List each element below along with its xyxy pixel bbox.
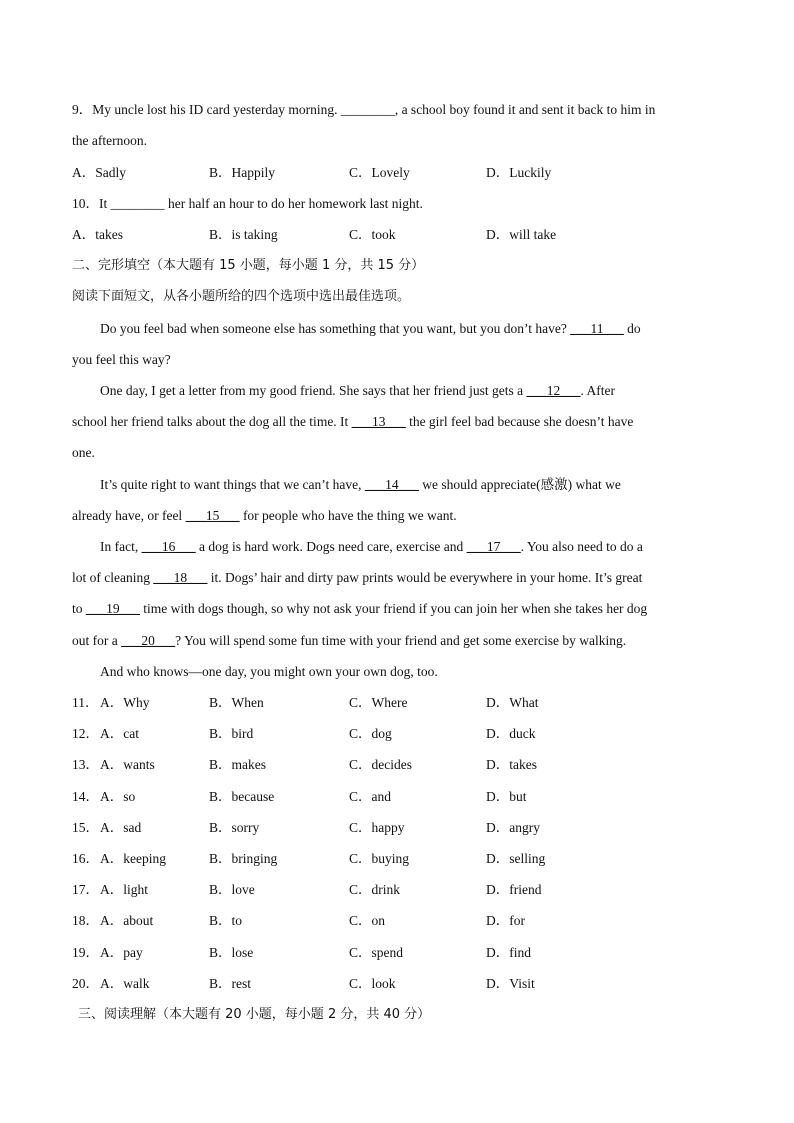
option-d: D．Visit (486, 976, 535, 991)
question-9-text-continued: the afternoon. (72, 133, 147, 148)
passage-text: a dog is hard work. Dogs need care, exercise and (195, 539, 467, 554)
option-a: A．keeping (100, 851, 166, 866)
section-2-instruction: 阅读下面短文，从各小题所给的四个选项中选出最佳选项。 (72, 289, 411, 304)
option-d: D．Luckily (486, 165, 552, 180)
option-d: D．What (486, 695, 539, 710)
option-c: C．dog (349, 726, 392, 741)
option-b: B．sorry (209, 820, 260, 835)
passage-line: you feel this way? (72, 352, 171, 367)
option-b: B．because (209, 789, 275, 804)
passage-line (72, 632, 626, 650)
passage-text: the girl feel bad because she doesn’t have (405, 414, 634, 429)
passage-text: for people who have the thing we want. (239, 508, 457, 523)
passage-line (72, 569, 642, 587)
cloze-question-row (72, 944, 692, 962)
passage-line: And who knows—one day, you might own your own dog, too. (100, 664, 438, 679)
option-a: A．walk (100, 976, 150, 991)
option-a: A．wants (100, 757, 155, 772)
option-b: B．Happily (209, 165, 275, 180)
passage-line (100, 538, 643, 556)
passage-line: one. (72, 445, 95, 460)
passage-text: do (623, 321, 641, 336)
blank-11: ___11___ (570, 321, 624, 336)
passage-text: to (72, 601, 86, 616)
cloze-question-row (72, 881, 692, 899)
option-c: C．drink (349, 882, 401, 897)
passage-text: In fact, (100, 539, 142, 554)
question-number: 18． (72, 913, 99, 928)
passage-text: . After (580, 383, 616, 398)
question-number: 19． (72, 945, 99, 960)
passage-text: One day, I get a letter from my good friend. She says that her friend just gets a (100, 383, 527, 398)
option-b: B．is taking (209, 227, 278, 242)
option-b: B．love (209, 882, 255, 897)
blank-14: ___14___ (364, 477, 419, 492)
passage-line (100, 320, 641, 338)
passage-text: out for a (72, 633, 122, 648)
passage-line (100, 382, 615, 400)
passage-line (100, 476, 621, 494)
passage-text: lot of cleaning (72, 570, 154, 585)
option-d: D．duck (486, 726, 536, 741)
option-a: A．light (100, 882, 149, 897)
option-d: D．for (486, 913, 525, 928)
passage-text: we should appreciate(感激) what we (418, 477, 621, 492)
question-number: 14． (72, 789, 99, 804)
cloze-question-row (72, 725, 692, 743)
option-c: C．took (349, 227, 396, 242)
option-c: C．happy (349, 820, 405, 835)
cloze-question-row (72, 819, 692, 837)
passage-text: already have, or feel (72, 508, 186, 523)
option-d: D．will take (486, 227, 557, 242)
option-b: B．lose (209, 945, 254, 960)
question-number: 20． (72, 976, 99, 991)
option-a: A．about (100, 913, 154, 928)
option-c: C．Lovely (349, 165, 410, 180)
cloze-question-row (72, 912, 692, 930)
option-c: C．and (349, 789, 391, 804)
section-2-heading: 二、完形填空（本大题有 15 小题，每小题 1 分，共 15 分） (72, 258, 425, 273)
blank-17: ___17___ (466, 539, 521, 554)
section-3-heading: 三、阅读理解（本大题有 20 小题，每小题 2 分，共 40 分） (78, 1007, 431, 1022)
blank-19: ___19___ (85, 601, 140, 616)
option-d: D．but (486, 789, 527, 804)
option-b: B．When (209, 695, 264, 710)
option-a: A．Why (100, 695, 150, 710)
option-a: A．sad (100, 820, 142, 835)
blank-15: ___15___ (185, 508, 240, 523)
option-c: C．buying (349, 851, 410, 866)
blank-13: ___13___ (351, 414, 406, 429)
cloze-question-row (72, 850, 692, 868)
passage-text: it. Dogs’ hair and dirty paw prints would be everywhere in your home. It’s great (207, 570, 643, 585)
option-d: D．find (486, 945, 531, 960)
option-c: C．decides (349, 757, 412, 772)
option-c: C．Where (349, 695, 408, 710)
cloze-question-row (72, 694, 692, 712)
question-number: 15． (72, 820, 99, 835)
blank-18: ___18___ (153, 570, 208, 585)
passage-text: Do you feel bad when someone else has something that you want, but you don’t have? (100, 321, 571, 336)
question-10-text: 10．It ________ her half an hour to do her homework last night. (72, 196, 423, 211)
option-b: B．makes (209, 757, 266, 772)
option-a: A．cat (100, 726, 139, 741)
passage-text: time with dogs though, so why not ask your friend if you can join her when she takes her dog (139, 601, 648, 616)
question-10-options (72, 226, 692, 244)
passage-line (72, 413, 633, 431)
cloze-question-row (72, 975, 692, 993)
blank-20: ___20___ (121, 633, 176, 648)
passage-text: . You also need to do a (520, 539, 643, 554)
cloze-question-row (72, 788, 692, 806)
option-c: C．on (349, 913, 386, 928)
passage-text: It’s quite right to want things that we can’t have, (100, 477, 365, 492)
option-c: C．spend (349, 945, 403, 960)
blank-16: ___16___ (141, 539, 196, 554)
blank-12: ___12___ (526, 383, 581, 398)
option-a: A．takes (72, 227, 123, 242)
passage-text: school her friend talks about the dog all the time. It (72, 414, 352, 429)
option-c: C．look (349, 976, 396, 991)
passage-line (72, 507, 457, 525)
question-number: 12． (72, 726, 99, 741)
cloze-question-row (72, 756, 692, 774)
option-a: A．pay (100, 945, 143, 960)
option-d: D．friend (486, 882, 542, 897)
question-number: 11． (72, 695, 99, 710)
option-a: A．Sadly (72, 165, 126, 180)
passage-text: ? You will spend some fun time with your friend and get some exercise by walking. (175, 633, 627, 648)
question-number: 17． (72, 882, 99, 897)
passage-line (72, 600, 647, 618)
option-b: B．to (209, 913, 243, 928)
option-a: A．so (100, 789, 136, 804)
option-d: D．angry (486, 820, 540, 835)
question-9-text: 9．My uncle lost his ID card yesterday morning. ________, a school boy found it and sent it back to him in (72, 102, 656, 117)
option-b: B．bird (209, 726, 254, 741)
question-number: 16． (72, 851, 99, 866)
option-b: B．bringing (209, 851, 278, 866)
question-number: 13． (72, 757, 99, 772)
question-9-options (72, 164, 692, 182)
option-d: D．selling (486, 851, 546, 866)
option-d: D．takes (486, 757, 537, 772)
option-b: B．rest (209, 976, 251, 991)
